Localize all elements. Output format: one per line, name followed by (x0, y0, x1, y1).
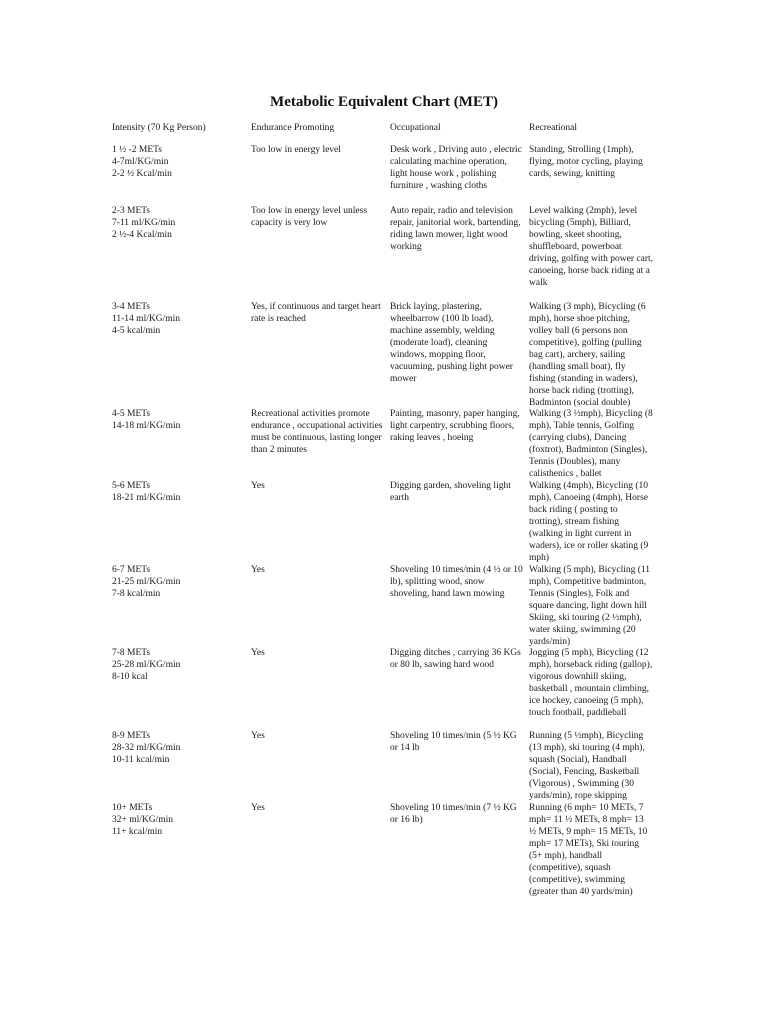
intensity-cell (112, 647, 251, 730)
intensity-oxygen: 18-21 ml/KG/min (112, 493, 181, 503)
intensity-oxygen: 4-7ml/KG/min (112, 157, 169, 167)
recreational-cell: Running (6 mph= 10 METs, 7 mph= 11 ½ METs, 8 mph= 13 ½ METs, 9 mph= 15 METs, 10 mph= 17 METs), Ski touring (5+ mph), handball (competitive), squash (competitive), swimming (greater than 40 yards/min) (529, 803, 648, 897)
endurance-cell: Yes (251, 481, 265, 491)
recreational-cell: Walking (3 mph), Bicycling (6 mph), horse shoe pitching, volley ball (6 persons non competitive), golfing (pulling bag cart), archery, sailing (handling small boat), fly fishing (standing in waders), horse back riding (trotting), Badminton (social double) (529, 302, 646, 408)
occupational-cell: Digging garden, shoveling light earth (390, 481, 511, 503)
intensity-kcal: 11+ kcal/min (112, 827, 163, 837)
intensity-met: 4-5 METs (112, 409, 151, 419)
intensity-cell (112, 144, 251, 205)
page-title: Metabolic Equivalent Chart (MET) (270, 94, 498, 110)
intensity-kcal: 2-2 ½ Kcal/min (112, 169, 172, 179)
intensity-kcal: 10-11 kcal/min (112, 755, 170, 765)
table-header-row (112, 122, 657, 144)
intensity-met: 10+ METs (112, 803, 153, 813)
intensity-oxygen: 7-11 ml/KG/min (112, 218, 176, 228)
intensity-kcal: 4-5 kcal/min (112, 326, 161, 336)
recreational-cell: Running (5 ½mph), Bicycling (13 mph), ski touring (4 mph), squash (Social), Handball (Social), Fencing, Basketball (Vigorous) , Swimming (30 yards/min), rope skipping (529, 731, 645, 801)
recreational-cell: Jogging (5 mph), Bicycling (12 mph), horseback riding (gallop), vigorous downhill skiing, basketball , mountain climbing, ice hockey, canoeing (5 mph), touch football, paddleball (529, 648, 653, 718)
intensity-cell (112, 408, 251, 480)
recreational-cell: Standing, Strolling (1mph), flying, motor cycling, playing cards, sewing, knitting (529, 145, 643, 179)
intensity-met: 1 ½ -2 METs (112, 145, 163, 155)
recreational-cell: Walking (3 ½mph), Bicycling (8 mph), Table tennis, Golfing (carrying clubs), Dancing (foxtrot), Badminton (Singles), Tennis (Doubles), many calisthenics , ballet (529, 409, 653, 479)
intensity-oxygen: 25-28 ml/KG/min (112, 660, 181, 670)
intensity-cell (112, 205, 251, 301)
header-recreational: Recreational (529, 123, 578, 133)
occupational-cell: Shoveling 10 times/min (7 ½ KG or 16 lb) (390, 803, 517, 825)
intensity-oxygen: 32+ ml/KG/min (112, 815, 174, 825)
endurance-cell: Yes (251, 565, 265, 575)
endurance-cell: Yes (251, 803, 265, 813)
endurance-cell: Yes (251, 731, 265, 741)
endurance-cell: Recreational activities promote endurance , occupational activities must be continuous, lasting longer than 2 minutes (251, 409, 383, 455)
intensity-cell (112, 480, 251, 564)
intensity-cell (112, 301, 251, 408)
occupational-cell: Painting, masonry, paper hanging, light carpentry, scrubbing floors, raking leaves , hoeing (390, 409, 520, 443)
intensity-met: 6-7 METs (112, 565, 151, 575)
intensity-met: 5-6 METs (112, 481, 151, 491)
occupational-cell: Shoveling 10 times/min (4 ½ or 10 lb), splitting wood, snow shoveling, hand lawn mowing (390, 565, 523, 599)
table-row (112, 564, 657, 647)
intensity-oxygen: 11-14 ml/KG/min (112, 314, 180, 324)
recreational-cell: Level walking (2mph), level bicycling (5mph), Billiard, bowling, skeet shooting, shuffleboard, powerboat driving, golfing with power cart, canoeing, horse back riding at a walk (529, 206, 654, 288)
occupational-cell: Desk work , Driving auto , electric calculating machine operation, light house work , polishing furniture , washing cloths (390, 145, 522, 191)
met-table (112, 122, 657, 902)
intensity-kcal: 8-10 kcal (112, 672, 148, 682)
table-row (112, 408, 657, 480)
intensity-oxygen: 28-32 ml/KG/min (112, 743, 181, 753)
intensity-oxygen: 14-18 ml/KG/min (112, 421, 181, 431)
table-row (112, 802, 657, 902)
intensity-cell (112, 564, 251, 647)
table-row (112, 205, 657, 301)
recreational-cell: Walking (4mph), Bicycling (10 mph), Canoeing (4mph), Horse back riding ( posting to trotting), stream fishing (walking in light current in waders), ice or roller skating (9 mph) (529, 481, 649, 563)
header-intensity: Intensity (70 Kg Person) (112, 123, 206, 133)
intensity-kcal: 2 ½-4 Kcal/min (112, 230, 172, 240)
endurance-cell: Too low in energy level unless capacity is very low (251, 206, 368, 228)
occupational-cell: Brick laying, plastering, wheelbarrow (100 lb load), machine assembly, welding (moderate load), cleaning windows, mopping floor, vacuuming, pushing light power mower (390, 302, 513, 384)
endurance-cell: Too low in energy level (251, 145, 341, 155)
table-row (112, 730, 657, 802)
intensity-oxygen: 21-25 ml/KG/min (112, 577, 181, 587)
intensity-cell (112, 730, 251, 802)
intensity-kcal: 7-8 kcal/min (112, 589, 161, 599)
occupational-cell: Shoveling 10 times/min (5 ½ KG or 14 lb (390, 731, 517, 753)
intensity-met: 8-9 METs (112, 731, 151, 741)
endurance-cell: Yes (251, 648, 265, 658)
table-row (112, 301, 657, 408)
table-row (112, 480, 657, 564)
header-endurance: Endurance Promoting (251, 123, 335, 133)
intensity-met: 3-4 METs (112, 302, 151, 312)
table-row (112, 144, 657, 205)
intensity-met: 2-3 METs (112, 206, 151, 216)
occupational-cell: Digging ditches , carrying 36 KGs or 80 lb, sawing hard wood (390, 648, 521, 670)
intensity-cell (112, 802, 251, 902)
header-occupational: Occupational (390, 123, 441, 133)
endurance-cell: Yes, if continuous and target heart rate is reached (251, 302, 381, 324)
intensity-met: 7-8 METs (112, 648, 151, 658)
recreational-cell: Walking (5 mph), Bicycling (11 mph), Competitive badminton, Tennis (Singles), Folk and square dancing, light down hill Skiing, ski touring (2 ½mph), water skiing, swimming (20 yards/min) (529, 565, 651, 647)
table-row (112, 647, 657, 730)
occupational-cell: Auto repair, radio and television repair, janitorial work, bartending, riding lawn mower, light wood working (390, 206, 521, 252)
